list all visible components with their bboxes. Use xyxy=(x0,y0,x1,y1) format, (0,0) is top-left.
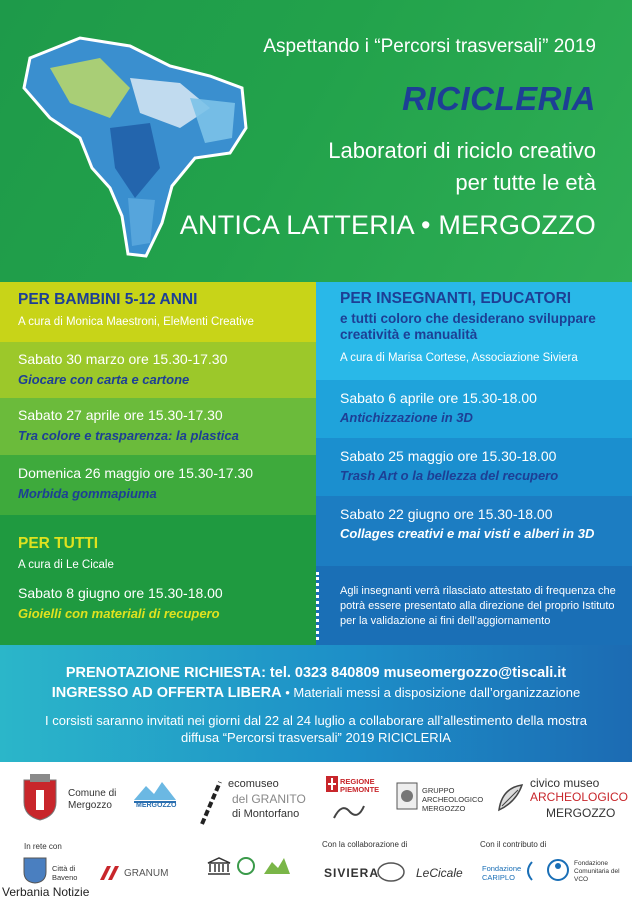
vco-label: Fondazione Comunitaria del VCO xyxy=(574,860,620,883)
source-credit: Verbania Notizie xyxy=(2,885,90,899)
ecomuseo-label-1: ecomuseo xyxy=(228,778,279,790)
unesco-icon xyxy=(206,856,232,876)
entry-bold: INGRESSO AD OFFERTA LIBERA xyxy=(51,685,282,701)
teachers-subtitle: e tutti coloro che desiderano sviluppare creatività e manualità xyxy=(340,311,596,342)
vco-foundation-icon xyxy=(546,858,570,882)
entry-rest: • Materiali messi a disposizione dall’organizzazione xyxy=(281,685,581,700)
teachers-note xyxy=(316,566,632,645)
certificate-note: Agli insegnanti verrà rilasciato attestato di frequenza che potrà essere presentato alla direzione del proprio Istituto per la validazione ai fini dell’aggiornamento xyxy=(340,585,616,627)
granum-label: GRANUM xyxy=(124,868,169,879)
gruppo-label: GRUPPO ARCHEOLOGICO MERGOZZO xyxy=(422,786,484,813)
geopark-icon xyxy=(236,856,256,876)
ecomuseo-label-2: del GRANITO xyxy=(232,792,306,806)
comune-label: Comune di Mergozzo xyxy=(68,788,117,811)
baveno-crest-icon xyxy=(22,854,48,884)
kids-event xyxy=(0,455,316,515)
sesia-val-grande-icon xyxy=(262,856,292,876)
granum-icon xyxy=(100,866,122,880)
cariplo-label: Fondazione CARIPLO xyxy=(482,864,522,882)
teachers-title: PER INSEGNANTI, EDUCATORI xyxy=(340,290,572,307)
event-name: Tra colore e trasparenza: la plastica xyxy=(18,428,239,443)
event-name: Trash Art o la bellezza del recupero xyxy=(340,468,559,483)
main-title: RICICLERIA xyxy=(402,80,596,117)
venue: ANTICA LATTERIA • MERGOZZO xyxy=(179,210,596,240)
event-date: Sabato 30 marzo ore 15.30-17.30 xyxy=(18,351,228,367)
lecicale-label: LeCicale xyxy=(416,866,463,880)
event-name: Giocare con carta e cartone xyxy=(18,372,190,387)
civico-label-3: MERGOZZO xyxy=(546,806,616,820)
civico-label-2: ARCHEOLOGICO xyxy=(530,790,629,804)
booking-info: PRENOTAZIONE RICHIESTA: tel. 0323 840809 museomergozzo@tiscali.it xyxy=(65,665,567,681)
event-date: Domenica 26 maggio ore 15.30-17.30 xyxy=(18,465,254,481)
invite-info xyxy=(0,712,632,746)
regione-swirl-icon xyxy=(332,800,366,822)
in-rete-label: In rete con xyxy=(24,842,62,851)
cariplo-mark-icon xyxy=(524,860,534,882)
everyone-section xyxy=(0,515,316,645)
sponsor-logos xyxy=(0,762,632,900)
dotted-divider xyxy=(316,572,320,640)
ecomuseo-label-3: di Montorfano xyxy=(232,808,300,820)
everyone-title: PER TUTTI xyxy=(18,535,99,552)
event-date: Sabato 6 aprile ore 15.30-18.00 xyxy=(340,390,537,406)
regione-label: REGIONE PIEMONTE xyxy=(340,777,380,794)
ecomuseo-icon xyxy=(198,778,224,828)
event-name: Gioielli con materiali di recupero xyxy=(18,606,220,621)
teachers-event xyxy=(316,496,632,566)
teachers-curator: A cura di Marisa Cortese, Associazione Siviera xyxy=(340,352,578,364)
kids-event xyxy=(0,398,316,455)
baveno-label: Città di Baveno xyxy=(52,864,78,882)
mergozzo-brand-label: MERGOZZO xyxy=(136,802,177,809)
event-date: Sabato 25 maggio ore 15.30-18.00 xyxy=(340,448,557,464)
gruppo-archeologico-icon xyxy=(396,782,418,810)
info-band xyxy=(0,645,632,762)
teachers-section-header xyxy=(316,282,632,380)
subtitle-line-1: Laboratori di riciclo creativo xyxy=(328,138,596,163)
everyone-curator: A cura di Le Cicale xyxy=(18,559,114,571)
event-name: Morbida gommapiuma xyxy=(18,486,157,501)
teachers-event xyxy=(316,380,632,438)
kids-event xyxy=(0,342,316,398)
elementi-creative-icon xyxy=(376,860,406,884)
subtitle-line-2: per tutte le età xyxy=(455,170,596,195)
invite-text: I corsisti saranno invitati nei giorni dal 22 al 24 luglio a collaborare all’allestimento della mostra diffusa “Percorsi trasversali” 2019 RICICLERIA xyxy=(45,713,587,745)
pre-title: Aspettando i “Percorsi trasversali” 2019 xyxy=(263,36,596,57)
event-date: Sabato 8 giugno ore 15.30-18.00 xyxy=(18,585,223,601)
kids-title: PER BAMBINI 5-12 ANNI xyxy=(18,291,198,308)
poster-header xyxy=(0,0,632,282)
event-name: Collages creativi e mai visti e alberi in 3D xyxy=(340,526,595,541)
kids-section-header xyxy=(0,282,316,342)
civico-label-1: civico museo xyxy=(530,776,600,790)
contrib-label: Con il contributo di xyxy=(480,840,547,849)
event-date: Sabato 22 giugno ore 15.30-18.00 xyxy=(340,506,553,522)
kids-curator: A cura di Monica Maestroni, EleMenti Creative xyxy=(18,316,254,328)
collab-label: Con la collaborazione di xyxy=(322,840,408,849)
regione-flag-icon xyxy=(326,776,338,792)
entry-info xyxy=(0,685,632,701)
event-name: Antichizzazione in 3D xyxy=(340,410,473,425)
siviera-label: SIVIERA xyxy=(324,866,380,880)
teachers-event xyxy=(316,438,632,496)
comune-crest-icon xyxy=(20,772,60,822)
civico-museo-icon xyxy=(496,782,526,814)
event-date: Sabato 27 aprile ore 15.30-17.30 xyxy=(18,407,223,423)
